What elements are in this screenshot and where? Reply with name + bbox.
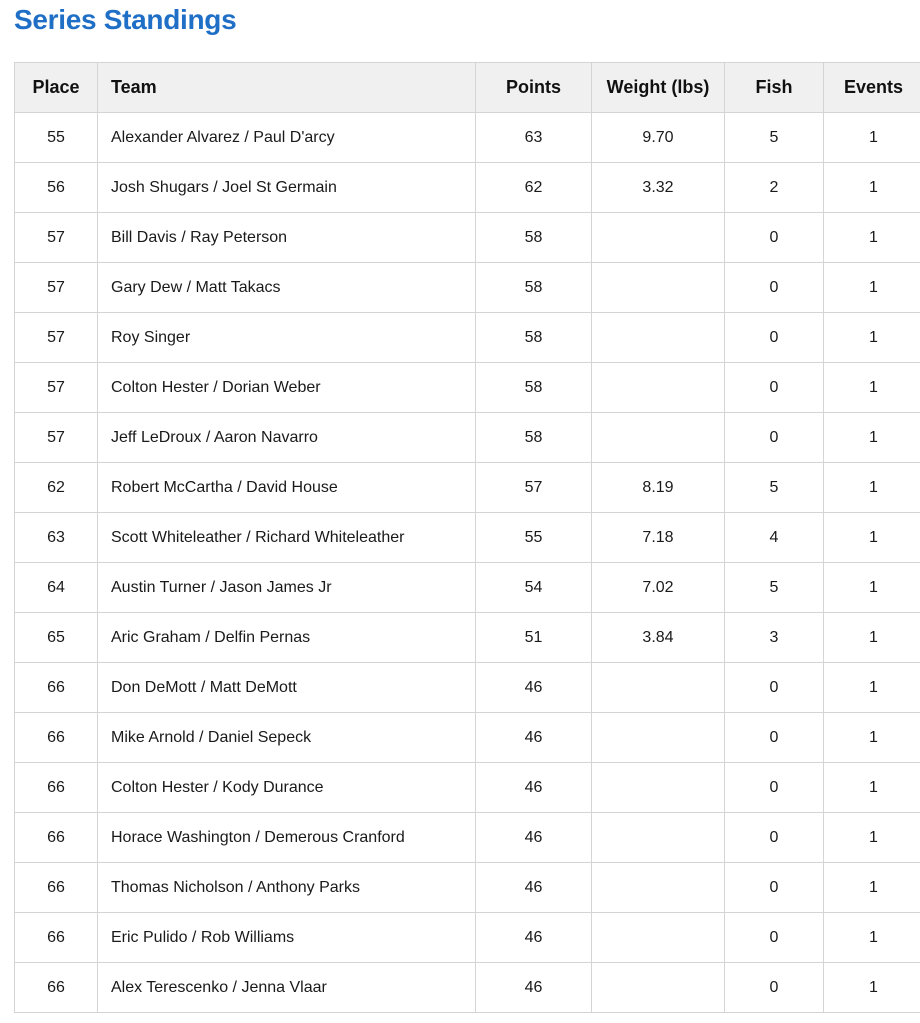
- points-cell: 46: [476, 863, 592, 913]
- place-cell: 57: [15, 263, 98, 313]
- table-row: [15, 613, 920, 663]
- events-cell: 1: [824, 463, 920, 513]
- events-cell: 1: [824, 863, 920, 913]
- events-cell: 1: [824, 513, 920, 563]
- place-cell: 66: [15, 813, 98, 863]
- table-body: [15, 113, 920, 1013]
- fish-cell: 0: [725, 313, 824, 363]
- fish-cell: 0: [725, 863, 824, 913]
- weight-cell: 9.70: [592, 113, 725, 163]
- fish-cell: 0: [725, 413, 824, 463]
- weight-cell: 3.32: [592, 163, 725, 213]
- team-cell: Eric Pulido / Rob Williams: [98, 913, 476, 963]
- place-cell: 66: [15, 963, 98, 1013]
- events-cell: 1: [824, 563, 920, 613]
- fish-cell: 3: [725, 613, 824, 663]
- team-cell: Robert McCartha / David House: [98, 463, 476, 513]
- points-cell: 46: [476, 713, 592, 763]
- fish-cell: 0: [725, 263, 824, 313]
- team-cell: Mike Arnold / Daniel Sepeck: [98, 713, 476, 763]
- fish-cell: 0: [725, 913, 824, 963]
- points-cell: 55: [476, 513, 592, 563]
- place-cell: 56: [15, 163, 98, 213]
- table-row: [15, 913, 920, 963]
- points-cell: 46: [476, 963, 592, 1013]
- points-cell: 58: [476, 413, 592, 463]
- table-row: [15, 663, 920, 713]
- place-cell: 55: [15, 113, 98, 163]
- table-row: [15, 163, 920, 213]
- column-header-place[interactable]: Place: [15, 63, 98, 113]
- fish-cell: 0: [725, 963, 824, 1013]
- column-header-points[interactable]: Points: [476, 63, 592, 113]
- fish-cell: 5: [725, 463, 824, 513]
- team-cell: Don DeMott / Matt DeMott: [98, 663, 476, 713]
- table-row: [15, 563, 920, 613]
- weight-cell: [592, 363, 725, 413]
- standings-table: [14, 62, 920, 1013]
- team-cell: Horace Washington / Demerous Cranford: [98, 813, 476, 863]
- events-cell: 1: [824, 663, 920, 713]
- column-header-team[interactable]: Team: [98, 63, 476, 113]
- points-cell: 46: [476, 663, 592, 713]
- weight-cell: [592, 763, 725, 813]
- events-cell: 1: [824, 363, 920, 413]
- fish-cell: 5: [725, 113, 824, 163]
- table-row: [15, 763, 920, 813]
- events-cell: 1: [824, 913, 920, 963]
- points-cell: 57: [476, 463, 592, 513]
- weight-cell: 3.84: [592, 613, 725, 663]
- fish-cell: 0: [725, 663, 824, 713]
- table-row: [15, 713, 920, 763]
- page-title: Series Standings: [14, 4, 237, 35]
- points-cell: 51: [476, 613, 592, 663]
- column-header-weight[interactable]: Weight (lbs): [592, 63, 725, 113]
- fish-cell: 5: [725, 563, 824, 613]
- team-cell: Colton Hester / Dorian Weber: [98, 363, 476, 413]
- weight-cell: [592, 263, 725, 313]
- fish-cell: 0: [725, 213, 824, 263]
- weight-cell: 7.18: [592, 513, 725, 563]
- points-cell: 46: [476, 913, 592, 963]
- points-cell: 54: [476, 563, 592, 613]
- team-cell: Bill Davis / Ray Peterson: [98, 213, 476, 263]
- events-cell: 1: [824, 963, 920, 1013]
- team-cell: Colton Hester / Kody Durance: [98, 763, 476, 813]
- events-cell: 1: [824, 113, 920, 163]
- events-cell: 1: [824, 263, 920, 313]
- weight-cell: [592, 213, 725, 263]
- points-cell: 63: [476, 113, 592, 163]
- weight-cell: [592, 313, 725, 363]
- place-cell: 62: [15, 463, 98, 513]
- place-cell: 66: [15, 663, 98, 713]
- points-cell: 46: [476, 763, 592, 813]
- place-cell: 57: [15, 313, 98, 363]
- team-cell: Alex Terescenko / Jenna Vlaar: [98, 963, 476, 1013]
- team-cell: Alexander Alvarez / Paul D'arcy: [98, 113, 476, 163]
- table-row: [15, 463, 920, 513]
- points-cell: 58: [476, 363, 592, 413]
- points-cell: 46: [476, 813, 592, 863]
- header-row: [15, 63, 920, 113]
- events-cell: 1: [824, 763, 920, 813]
- weight-cell: [592, 913, 725, 963]
- place-cell: 57: [15, 413, 98, 463]
- weight-cell: [592, 813, 725, 863]
- table-row: [15, 963, 920, 1013]
- weight-cell: [592, 413, 725, 463]
- weight-cell: 8.19: [592, 463, 725, 513]
- events-cell: 1: [824, 213, 920, 263]
- events-cell: 1: [824, 713, 920, 763]
- table-header: [15, 63, 920, 113]
- team-cell: Gary Dew / Matt Takacs: [98, 263, 476, 313]
- weight-cell: [592, 863, 725, 913]
- fish-cell: 0: [725, 763, 824, 813]
- weight-cell: [592, 663, 725, 713]
- points-cell: 62: [476, 163, 592, 213]
- fish-cell: 0: [725, 363, 824, 413]
- table-row: [15, 363, 920, 413]
- events-cell: 1: [824, 613, 920, 663]
- team-cell: Thomas Nicholson / Anthony Parks: [98, 863, 476, 913]
- team-cell: Aric Graham / Delfin Pernas: [98, 613, 476, 663]
- weight-cell: [592, 963, 725, 1013]
- column-header-events[interactable]: Events: [824, 63, 920, 113]
- points-cell: 58: [476, 263, 592, 313]
- team-cell: Roy Singer: [98, 313, 476, 363]
- team-cell: Jeff LeDroux / Aaron Navarro: [98, 413, 476, 463]
- events-cell: 1: [824, 813, 920, 863]
- table-row: [15, 813, 920, 863]
- team-cell: Austin Turner / Jason James Jr: [98, 563, 476, 613]
- points-cell: 58: [476, 213, 592, 263]
- place-cell: 66: [15, 913, 98, 963]
- place-cell: 63: [15, 513, 98, 563]
- fish-cell: 4: [725, 513, 824, 563]
- place-cell: 65: [15, 613, 98, 663]
- place-cell: 66: [15, 763, 98, 813]
- place-cell: 57: [15, 213, 98, 263]
- events-cell: 1: [824, 163, 920, 213]
- table-row: [15, 313, 920, 363]
- fish-cell: 0: [725, 813, 824, 863]
- place-cell: 66: [15, 863, 98, 913]
- weight-cell: 7.02: [592, 563, 725, 613]
- column-header-fish[interactable]: Fish: [725, 63, 824, 113]
- table-row: [15, 513, 920, 563]
- table-row: [15, 213, 920, 263]
- team-cell: Josh Shugars / Joel St Germain: [98, 163, 476, 213]
- place-cell: 64: [15, 563, 98, 613]
- team-cell: Scott Whiteleather / Richard Whiteleather: [98, 513, 476, 563]
- weight-cell: [592, 713, 725, 763]
- place-cell: 66: [15, 713, 98, 763]
- events-cell: 1: [824, 313, 920, 363]
- table-row: [15, 113, 920, 163]
- events-cell: 1: [824, 413, 920, 463]
- points-cell: 58: [476, 313, 592, 363]
- table-row: [15, 263, 920, 313]
- fish-cell: 0: [725, 713, 824, 763]
- fish-cell: 2: [725, 163, 824, 213]
- place-cell: 57: [15, 363, 98, 413]
- table-row: [15, 413, 920, 463]
- table-row: [15, 863, 920, 913]
